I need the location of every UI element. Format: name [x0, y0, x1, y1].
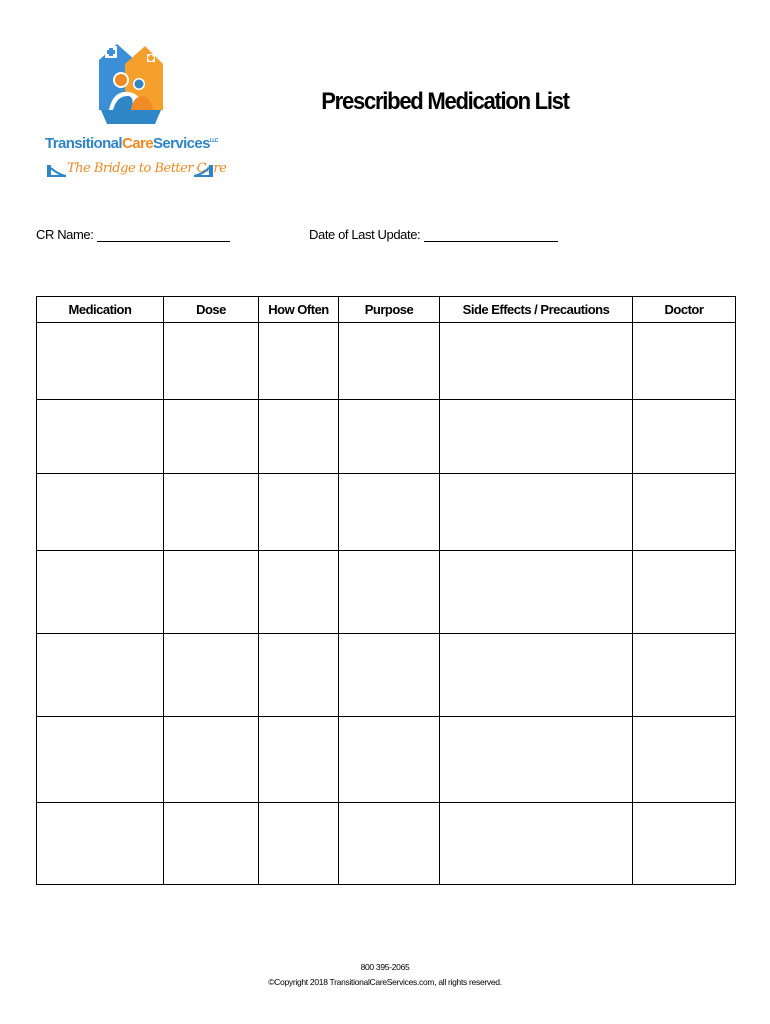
col-header-doctor: Doctor [633, 297, 736, 323]
cr-name-blank[interactable] [97, 227, 230, 242]
table-cell[interactable] [37, 551, 164, 634]
table-cell[interactable] [440, 474, 633, 551]
table-cell[interactable] [37, 323, 164, 400]
table-cell[interactable] [633, 551, 736, 634]
tagline-text: The Bridge to Better Care [67, 161, 227, 176]
table-cell[interactable] [440, 400, 633, 474]
table-row [37, 400, 736, 474]
table-cell[interactable] [37, 400, 164, 474]
last-update-blank[interactable] [424, 227, 558, 242]
bridge-icon [193, 162, 213, 178]
col-header-dose: Dose [164, 297, 259, 323]
table-cell[interactable] [440, 323, 633, 400]
table-cell[interactable] [164, 551, 259, 634]
table-cell[interactable] [164, 803, 259, 885]
table-cell[interactable] [339, 634, 440, 717]
table-cell[interactable] [37, 717, 164, 803]
last-update-label: Date of Last Update: [309, 227, 421, 242]
table-cell[interactable] [259, 634, 339, 717]
table-cell[interactable] [339, 474, 440, 551]
table-cell[interactable] [164, 717, 259, 803]
medication-table [36, 296, 736, 885]
table-cell[interactable] [164, 323, 259, 400]
table-cell[interactable] [633, 474, 736, 551]
table-cell[interactable] [339, 803, 440, 885]
table-cell[interactable] [440, 551, 633, 634]
table-cell[interactable] [339, 400, 440, 474]
company-tagline [45, 158, 227, 184]
cr-name-label: CR Name: [36, 227, 94, 242]
table-row [37, 474, 736, 551]
table-cell[interactable] [37, 803, 164, 885]
table-cell[interactable] [164, 400, 259, 474]
house-family-icon [95, 40, 165, 128]
table-cell[interactable] [440, 803, 633, 885]
table-cell[interactable] [633, 717, 736, 803]
table-cell[interactable] [37, 634, 164, 717]
table-cell[interactable] [259, 474, 339, 551]
company-name: TransitionalCareServices$^{LLC}$ [45, 135, 218, 152]
bridge-icon [47, 162, 67, 178]
table-row [37, 323, 736, 400]
table-cell[interactable] [259, 323, 339, 400]
table-cell[interactable] [633, 634, 736, 717]
table-cell[interactable] [440, 717, 633, 803]
table-cell[interactable] [259, 717, 339, 803]
footer-copyright: ©Copyright 2018 TransitionalCareServices.com, all rights reserved. [268, 977, 502, 987]
col-header-purpose: Purpose [339, 297, 440, 323]
table-row [37, 634, 736, 717]
table-row [37, 803, 736, 885]
table-cell[interactable] [164, 634, 259, 717]
page-title: Prescribed Medication List [321, 88, 569, 115]
table-cell[interactable] [339, 551, 440, 634]
table-cell[interactable] [37, 474, 164, 551]
table-cell[interactable] [633, 400, 736, 474]
table-cell[interactable] [633, 803, 736, 885]
table-cell[interactable] [339, 717, 440, 803]
table-cell[interactable] [339, 323, 440, 400]
last-update-field [309, 227, 558, 242]
table-row [37, 551, 736, 634]
company-logo [45, 40, 227, 185]
table-cell[interactable] [440, 634, 633, 717]
col-header-side-effects: Side Effects / Precautions [440, 297, 633, 323]
table-cell[interactable] [164, 474, 259, 551]
col-header-how-often: How Often [259, 297, 339, 323]
table-cell[interactable] [259, 803, 339, 885]
table-cell[interactable] [259, 551, 339, 634]
table-row [37, 717, 736, 803]
col-header-medication: Medication [37, 297, 164, 323]
table-header-row [37, 297, 736, 323]
footer-phone: 800 395-2065 [360, 962, 410, 972]
cr-name-field [36, 227, 230, 242]
table-cell[interactable] [633, 323, 736, 400]
table-cell[interactable] [259, 400, 339, 474]
